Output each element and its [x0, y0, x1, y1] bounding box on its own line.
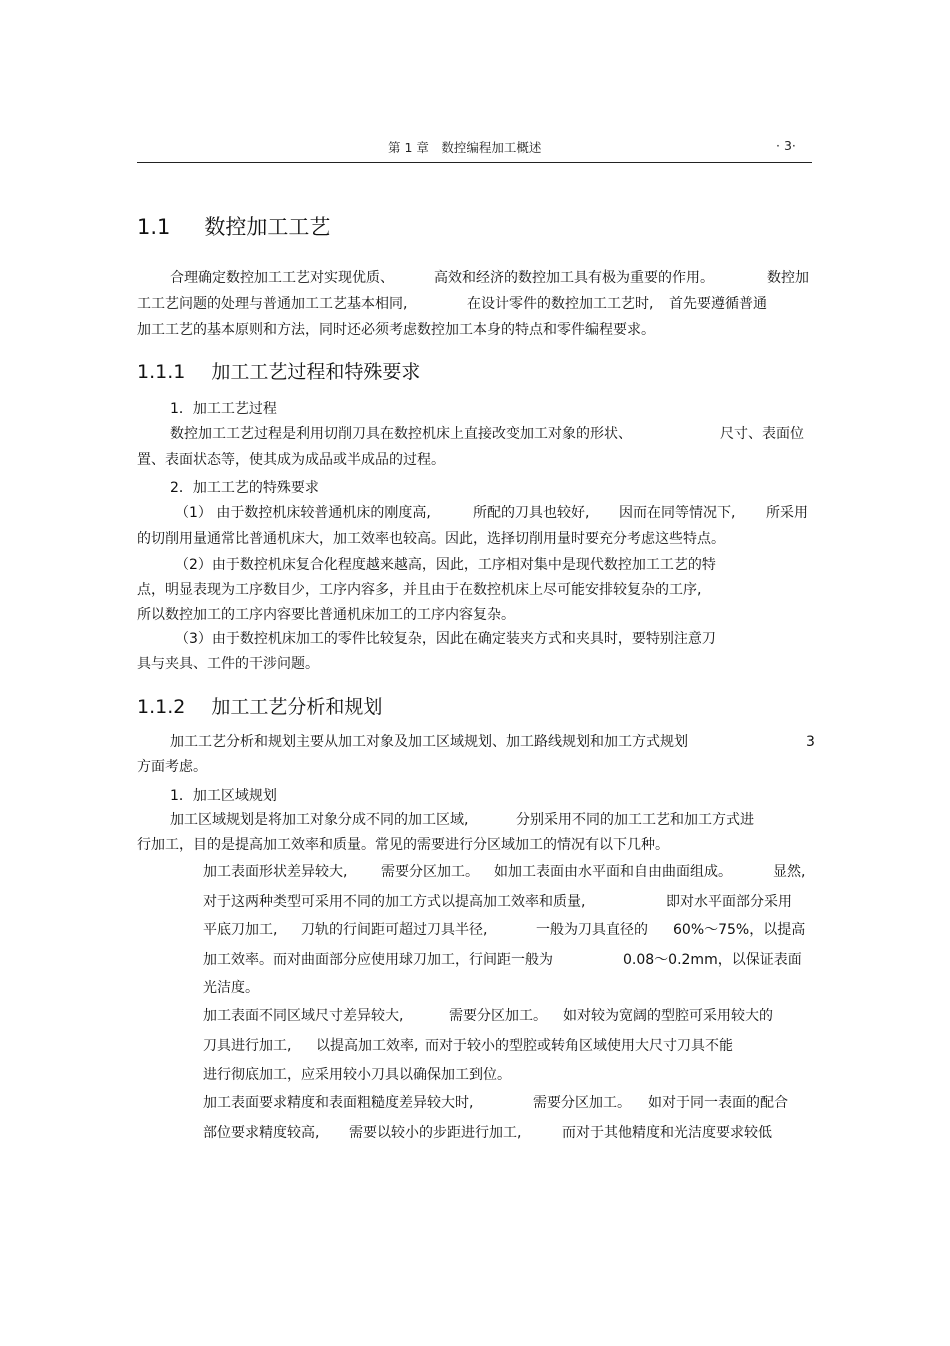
text-segment: 加工区域规划是将加工对象分成不同的加工区域,: [170, 812, 469, 828]
text-segment: （1） 由于数控机床较普通机床的刚度高,: [175, 505, 431, 521]
text-segment: 即对水平面部分采用: [666, 894, 792, 910]
text-segment: 1．加工工艺过程: [170, 401, 277, 417]
text-segment: 因而在同等情况下,: [619, 505, 736, 521]
text-segment: 在设计零件的数控加工工艺时,: [467, 296, 654, 312]
text-segment: 而对于较小的型腔或转角区域使用大尺寸刀具不能: [425, 1038, 733, 1054]
text-segment: 点，明显表现为工序数目少，工序内容多，并且由于在数控机床上尽可能安排较复杂的工序,: [137, 582, 702, 598]
text-segment: 如对较为宽阔的型腔可采用较大的: [563, 1008, 773, 1024]
text-segment: 工工艺问题的处理与普通加工工艺基本相同,: [137, 296, 408, 312]
running-header-title: 第 1 章 数控编程加工概述: [388, 140, 542, 155]
text-segment: 刀轨的行间距可超过刀具半径,: [301, 922, 488, 938]
text-segment: 加工表面形状差异较大,: [203, 864, 348, 880]
text-segment: 合理确定数控加工工艺对实现优质、: [170, 270, 394, 286]
text-segment: 方面考虑。: [137, 759, 207, 775]
text-segment: 需要分区加工。: [533, 1095, 631, 1111]
text-segment: 如加工表面由水平面和自由曲面组成。: [494, 864, 732, 880]
text-segment: 置、表面状态等，使其成为成品或半成品的过程。: [137, 452, 445, 468]
text-segment: 加工表面不同区域尺寸差异较大,: [203, 1008, 404, 1024]
text-segment: （2）由于数控机床复合化程度越来越高，因此，工序相对集中是现代数控加工工艺的特: [175, 557, 716, 573]
section-number: 1.1: [137, 215, 171, 239]
text-segment: 60%～75%，以提高: [673, 922, 806, 938]
text-segment: 部位要求精度较高,: [203, 1125, 320, 1141]
section-title: 数控加工工艺: [204, 215, 331, 239]
subsection-heading: [137, 357, 420, 384]
text-segment: 分别采用不同的加工工艺和加工方式进: [516, 812, 754, 828]
text-segment: 而对于其他精度和光洁度要求较低: [562, 1125, 772, 1141]
text-segment: 平底刀加工,: [203, 922, 278, 938]
text-segment: 光洁度。: [203, 980, 259, 996]
text-segment: 数控加: [767, 270, 809, 286]
text-segment: 3: [806, 734, 815, 750]
text-segment: 0.08～0.2mm，以保证表面: [623, 952, 802, 968]
text-segment: 加工表面要求精度和表面粗糙度差异较大时,: [203, 1095, 474, 1111]
text-segment: 如对于同一表面的配合: [648, 1095, 788, 1111]
text-segment: 所以数控加工的工序内容要比普通机床加工的工序内容复杂。: [137, 607, 515, 623]
section-heading: [137, 211, 330, 241]
text-segment: 一般为刀具直径的: [536, 922, 648, 938]
text-segment: 以提高加工效率,: [316, 1038, 419, 1054]
text-segment: 加工工艺分析和规划主要从加工对象及加工区域规划、加工路线规划和加工方式规划: [170, 734, 688, 750]
text-segment: 2．加工工艺的特殊要求: [170, 480, 319, 496]
text-segment: 首先要遵循普通: [669, 296, 767, 312]
text-segment: 的切削用量通常比普通机床大，加工效率也较高。因此，选择切削用量时要充分考虑这些特点。: [137, 531, 725, 547]
text-segment: 行加工，目的是提高加工效率和质量。常见的需要进行分区域加工的情况有以下几种。: [137, 837, 669, 853]
text-segment: 需要以较小的步距进行加工,: [349, 1125, 522, 1141]
text-segment: 对于这两种类型可采用不同的加工方式以提高加工效率和质量,: [203, 894, 586, 910]
page-number: · 3·: [776, 138, 796, 153]
subsection-title: 加工工艺分析和规划: [211, 696, 383, 718]
header-rule: [137, 162, 812, 163]
text-segment: 所配的刀具也较好,: [473, 505, 590, 521]
text-segment: 加工工艺的基本原则和方法，同时还必须考虑数控加工本身的特点和零件编程要求。: [137, 322, 655, 338]
text-segment: 刀具进行加工,: [203, 1038, 292, 1054]
text-segment: 高效和经济的数控加工具有极为重要的作用。: [434, 270, 714, 286]
text-segment: 尺寸、表面位: [720, 426, 804, 442]
text-segment: 进行彻底加工，应采用较小刀具以确保加工到位。: [203, 1067, 511, 1083]
text-segment: 所采用: [766, 505, 808, 521]
text-segment: 加工效率。而对曲面部分应使用球刀加工，行间距一般为: [203, 952, 553, 968]
subsection-title: 加工工艺过程和特殊要求: [211, 361, 421, 383]
text-segment: 具与夹具、工件的干涉问题。: [137, 656, 319, 672]
subsection-heading: [137, 692, 382, 719]
subsection-number: 1.1.1: [137, 361, 186, 383]
text-segment: 数控加工工艺过程是利用切削刀具在数控机床上直接改变加工对象的形状、: [170, 426, 632, 442]
text-segment: 需要分区加工。: [449, 1008, 547, 1024]
subsection-number: 1.1.2: [137, 696, 186, 718]
text-segment: 显然,: [773, 864, 806, 880]
text-segment: 需要分区加工。: [381, 864, 479, 880]
text-segment: （3）由于数控机床加工的零件比较复杂，因此在确定装夹方式和夹具时，要特别注意刀: [175, 631, 716, 647]
text-segment: 1．加工区域规划: [170, 788, 277, 804]
